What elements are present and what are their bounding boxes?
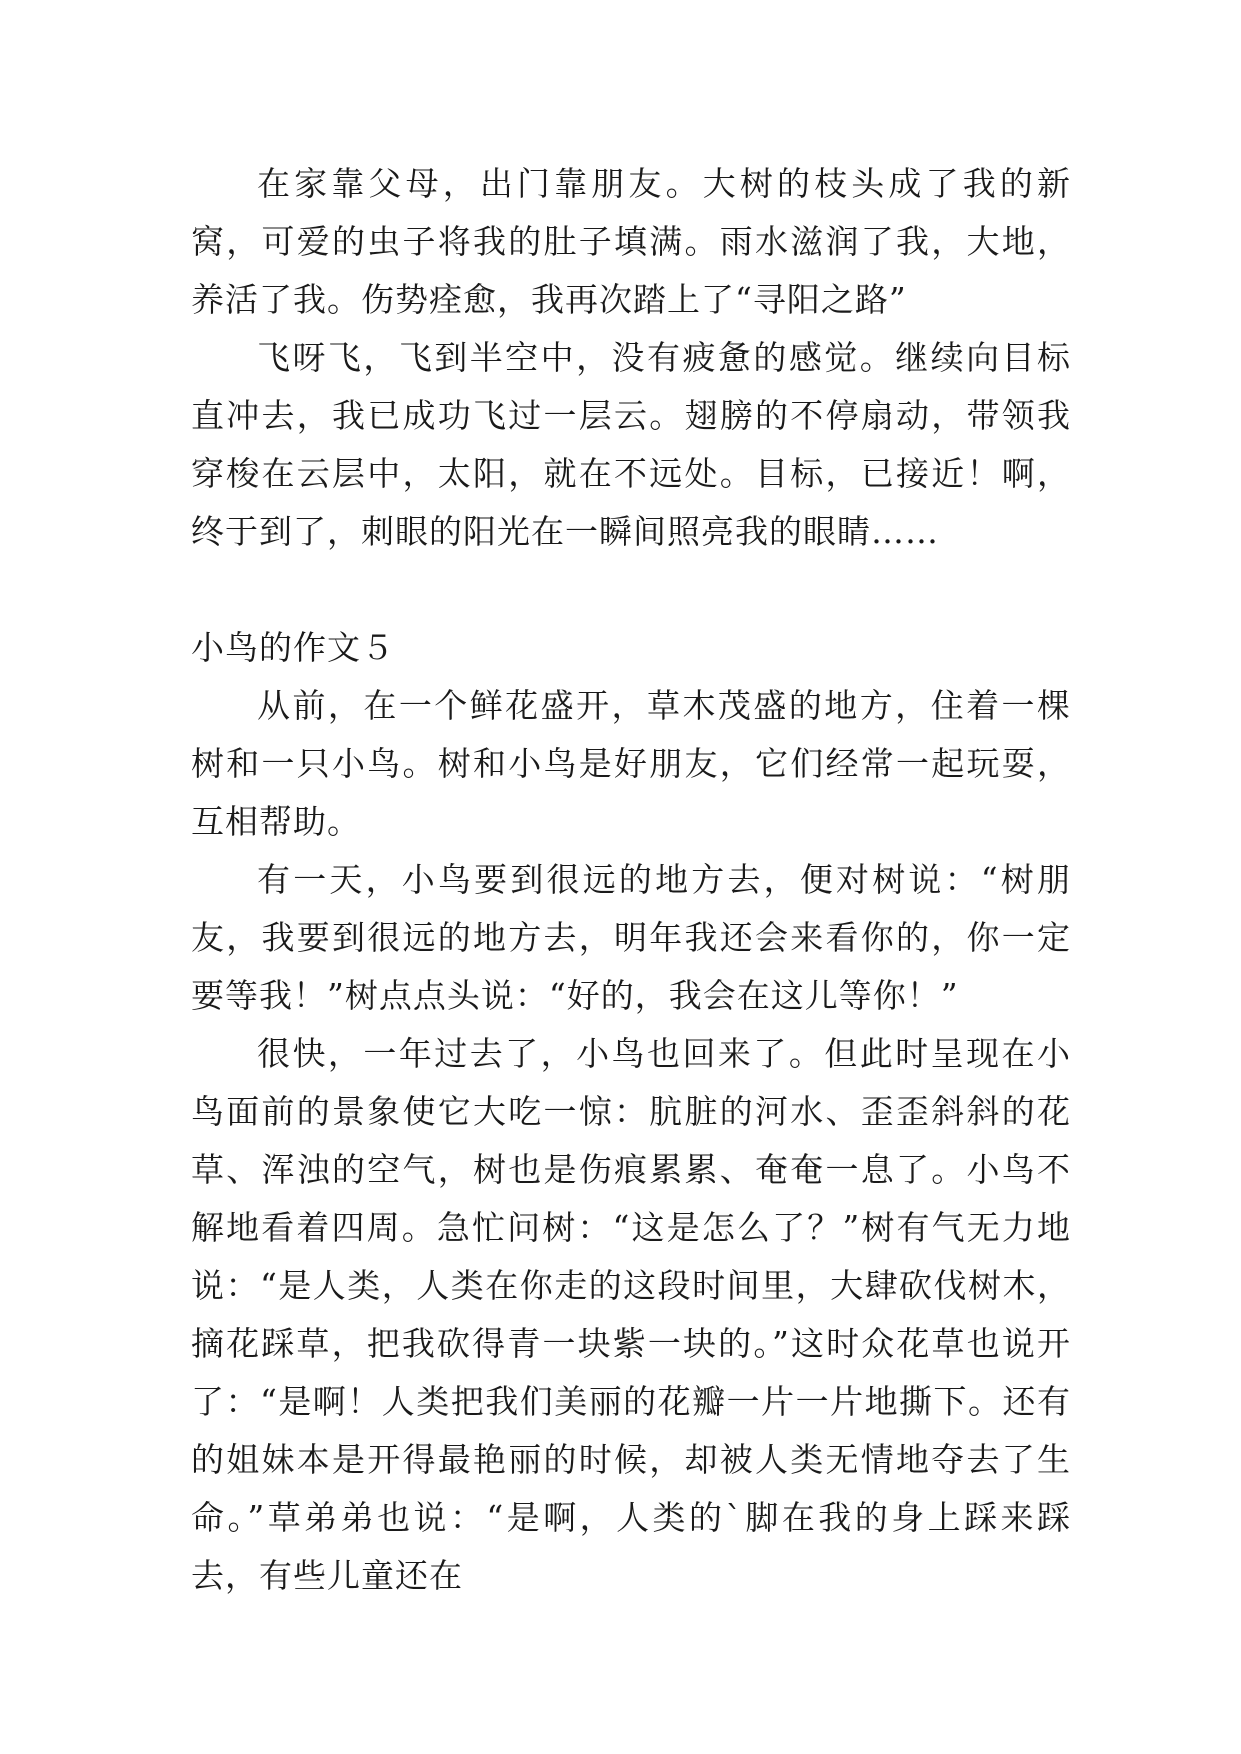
section-spacer xyxy=(191,561,1071,619)
paragraph-one-day: 有一天，小鸟要到很远的地方去，便对树说：“树朋友，我要到很远的地方去，明年我还会来看你的，你一定要等我！”树点点头说：“好的，我会在这儿等你！” xyxy=(191,860,1071,1015)
paragraph-flying: 飞呀飞，飞到半空中，没有疲惫的感觉。继续向目标直冲去，我已成功飞过一层云。翅膀的不停扇动，带领我穿梭在云层中，太阳，就在不远处。目标，已接近！啊，终于到了，刺眼的阳光在一瞬间照亮我的眼睛…… xyxy=(191,338,1071,551)
paragraph-home-parents: 在家靠父母，出门靠朋友。大树的枝头成了我的新窝，可爱的虫子将我的肚子填满。雨水滋润了我，大地，养活了我。伤势痊愈，我再次踏上了“寻阳之路” xyxy=(191,164,1071,319)
section-heading: 小鸟的作文５ xyxy=(191,628,395,667)
document-body xyxy=(191,155,1071,1605)
paragraph-once-upon: 从前，在一个鲜花盛开，草木茂盛的地方，住着一棵树和一只小鸟。树和小鸟是好朋友，它们经常一起玩耍，互相帮助。 xyxy=(191,686,1071,841)
paragraph-year-later: 很快，一年过去了，小鸟也回来了。但此时呈现在小鸟面前的景象使它大吃一惊：肮脏的河水、歪歪斜斜的花草、浑浊的空气，树也是伤痕累累、奄奄一息了。小鸟不解地看着四周。急忙问树：“这是怎么了？”树有气无力地说：“是人类，人类在你走的这段时间里，大肆砍伐树木，摘花踩草，把我砍得青一块紫一块的。”这时众花草也说开了：“是啊！人类把我们美丽的花瓣一片一片地撕下。还有的姐妹本是开得最艳丽的时候，却被人类无情地夺去了生命。”草弟弟也说：“是啊，人类的`脚在我的身上踩来踩去，有些儿童还在 xyxy=(191,1034,1071,1595)
